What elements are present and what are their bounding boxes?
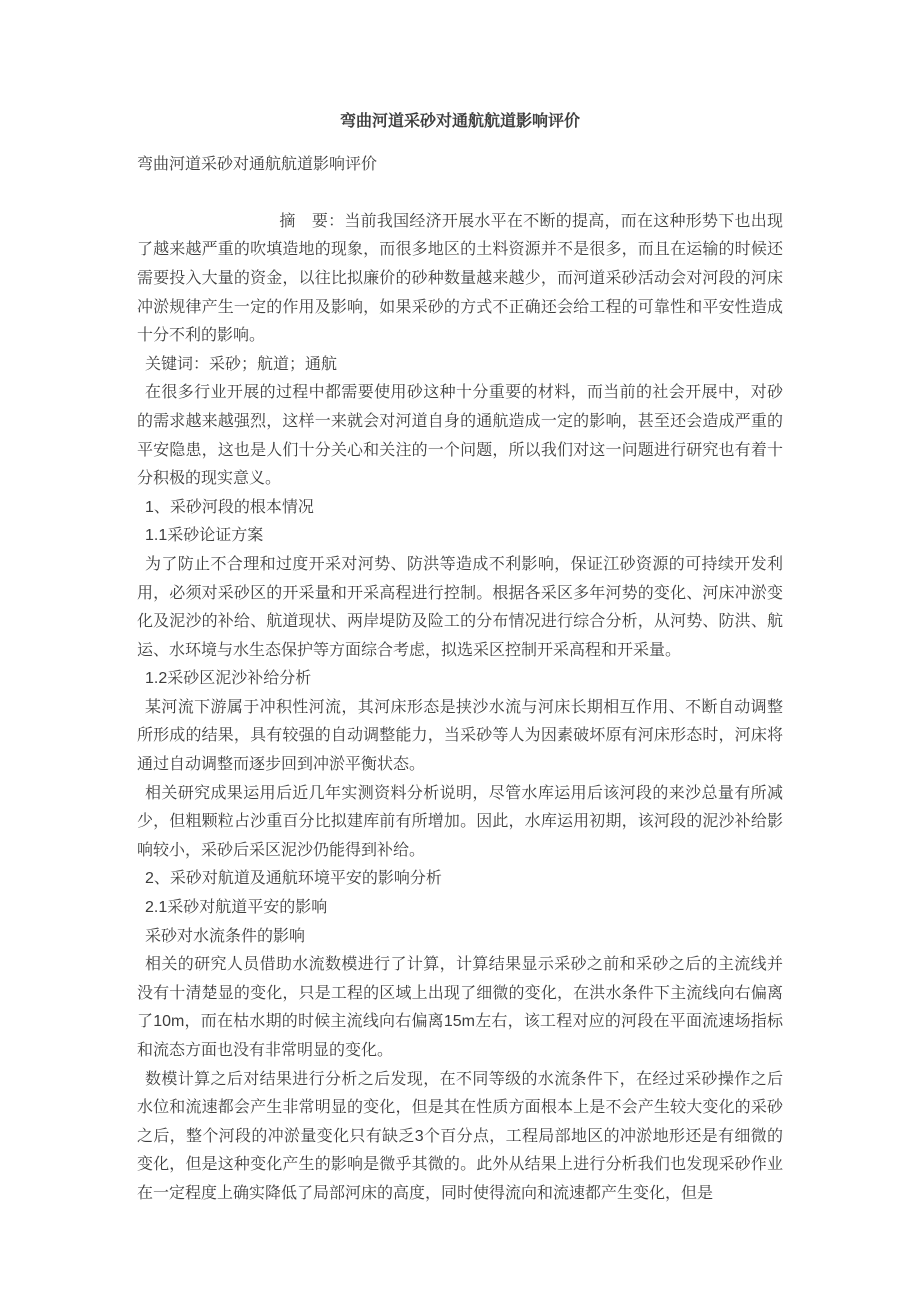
intro-paragraph: 在很多行业开展的过程中都需要使用砂这种十分重要的材料，而当前的社会开展中，对砂的需求越来越强烈，这样一来就会对河道自身的通航造成一定的影响，甚至还会造成严重的平安隐患，这也是人们十分关心和关注的一个问题，所以我们对这一问题进行研究也有着十分积极的现实意义。 — [137, 384, 783, 488]
body-paragraph: 相关的研究人员借助水流数模进行了计算，计算结果显示采砂之前和采砂之后的主流线并没有十清楚显的变化，只是工程的区域上出现了细微的变化，在洪水条件下主流线向右偏离了10m，而在枯水期的时候主流线向右偏离15m左右，该工程对应的河段在平面流速场指标和流态方面也没有非常明显的变化。 — [137, 956, 783, 1059]
subsection-heading-1-1: 1.1采砂论证方案 — [145, 527, 264, 545]
section-heading-1: 1、采砂河段的根本情况 — [145, 498, 314, 516]
sub-subsection-heading: 采砂对水流条件的影响 — [145, 927, 306, 945]
body-paragraph: 某河流下游属于冲积性河流，其河床形态是挟沙水流与河床长期相互作用、不断自动调整所形成的结果，具有较强的自动调整能力，当采砂等人为因素破坏原有河床形态时，河床将通过自动调整而逐步回到冲淤平衡状态。 — [137, 698, 783, 774]
subsection-heading-2-1: 2.1采砂对航道平安的影响 — [145, 899, 328, 917]
section-heading-2: 2、采砂对航道及通航环境平安的影响分析 — [145, 870, 442, 888]
document-subtitle: 弯曲河道采砂对通航航道影响评价 — [137, 155, 378, 173]
body-paragraph: 为了防止不合理和过度开采对河势、防洪等造成不利影响，保证江砂资源的可持续开发利用，必须对采砂区的开采量和开采高程进行控制。根据各采区多年河势的变化、河床冲淤变化及泥沙的补给、航道现状、两岸堤防及险工的分布情况进行综合分析，从河势、防洪、航运、水环境与水生态保护等方面综合考虑，拟选采区控制开采高程和开采量。 — [137, 555, 783, 659]
body-paragraph: 数模计算之后对结果进行分析之后发现，在不同等级的水流条件下，在经过采砂操作之后水位和流速都会产生非常明显的变化，但是其在性质方面根本上是不会产生较大变化的采砂之后，整个河段的冲淤量变化只有缺乏3个百分点，工程局部地区的冲淤地形还是有细微的变化，但是这种变化产生的影响是微乎其微的。此外从结果上进行分析我们也发现采砂作业在一定程度上确实降低了局部河床的高度，同时使得流向和流速都产生变化，但是 — [137, 1070, 783, 1202]
keywords-line: 关键词：采砂；航道；通航 — [145, 355, 338, 373]
document-title: 弯曲河道采砂对通航航道影响评价 — [339, 113, 580, 130]
abstract-paragraph: 摘 要：当前我国经济开展水平在不断的提高，而在这种形势下也出现了越来越严重的吹填造地的现象，而很多地区的土料资源并不是很多，而且在运输的时候还需要投入大量的资金，以往比拟廉价的砂种数量越来越少，而河道采砂活动会对河段的河床冲淤规律产生一定的作用及影响，如果采砂的方式不正确还会给工程的可靠性和平安性造成十分不利的影响。 — [137, 212, 783, 345]
body-paragraph: 相关研究成果运用后近几年实测资料分析说明，尽管水库运用后该河段的来沙总量有所减少，但粗颗粒占沙重百分比拟建库前有所增加。因此，水库运用初期，该河段的泥沙补给影响较小，采砂后采区泥沙仍能得到补给。 — [137, 784, 783, 859]
subsection-heading-1-2: 1.2采砂区泥沙补给分析 — [145, 670, 312, 688]
